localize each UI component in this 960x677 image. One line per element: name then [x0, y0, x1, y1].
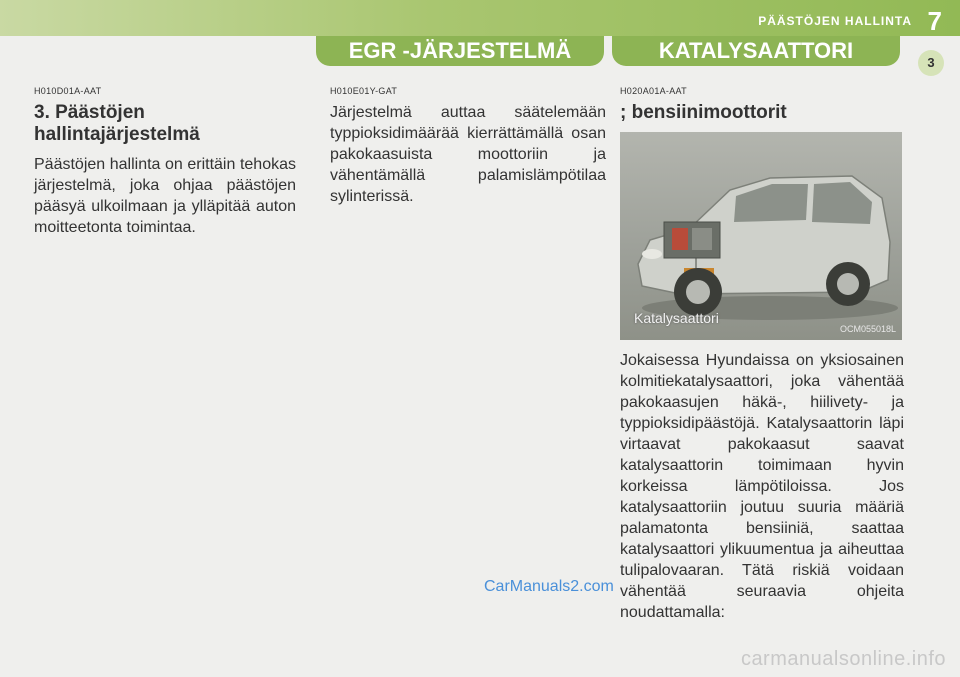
tab-katalysaattori: KATALYSAATTORI	[612, 36, 900, 66]
section-code: H010D01A-AAT	[34, 86, 102, 96]
column-2	[330, 86, 606, 207]
section-code: H010E01Y-GAT	[330, 86, 398, 96]
column-3	[620, 86, 904, 623]
section-heading: 3. Päästöjen hallintajärjestelmä	[34, 102, 200, 145]
section-text: Päästöjen hallinta on erittäin tehokas järjestelmä, joka ohjaa päästöjen pääsyä ulkoilmaan ja ylläpitää auton moitteetonta toimintaa.	[34, 156, 296, 236]
tab-egr: EGR -JÄRJESTELMÄ	[316, 36, 604, 66]
chapter-number: 7	[927, 6, 942, 36]
carmanualsonline-watermark[interactable]: carmanualsonline.info	[740, 648, 946, 670]
section-text: Jokaisessa Hyundaissa on yksiosainen kolmitiekatalysaattori, joka vähentää pakokaasujen häkä-, hiilivety- ja typpioksidipäästöjä. Katalysaattorin läpi virtaavat pakokaasut saavat katalysaattorin toimimaan hyvin korkeissa lämpötiloissa. Jos katalysaattoriin joutuu suuria määriä palamatonta bensiiniä, saattaa katalysaattori ylikuumentua ja aiheuttaa tulipalovaaran. Tätä riskiä voidaan vähentää seuraavia ohjeita noudattamalla:	[620, 352, 904, 621]
image-label: Katalysaattori	[634, 310, 719, 326]
car-image	[620, 132, 902, 340]
image-code: OCM055018L	[839, 324, 896, 334]
section-label: PÄÄSTÖJEN HALLINTA	[758, 14, 912, 28]
header-band	[0, 0, 960, 36]
section-code: H020A01A-AAT	[620, 86, 687, 96]
suv-cutaway-illustration	[620, 132, 902, 340]
column-1	[34, 86, 296, 238]
section-text: Järjestelmä auttaa säätelemään typpioksidimäärää kierrättämällä osan pakokaasuista moottoriin ja vähentämällä palamislämpötilaa sylinterissä.	[330, 104, 606, 205]
page-number: 3	[918, 50, 944, 76]
carmanuals-watermark[interactable]: CarManuals2.com	[484, 578, 614, 595]
section-heading: ; bensiinimoottorit	[620, 102, 787, 123]
